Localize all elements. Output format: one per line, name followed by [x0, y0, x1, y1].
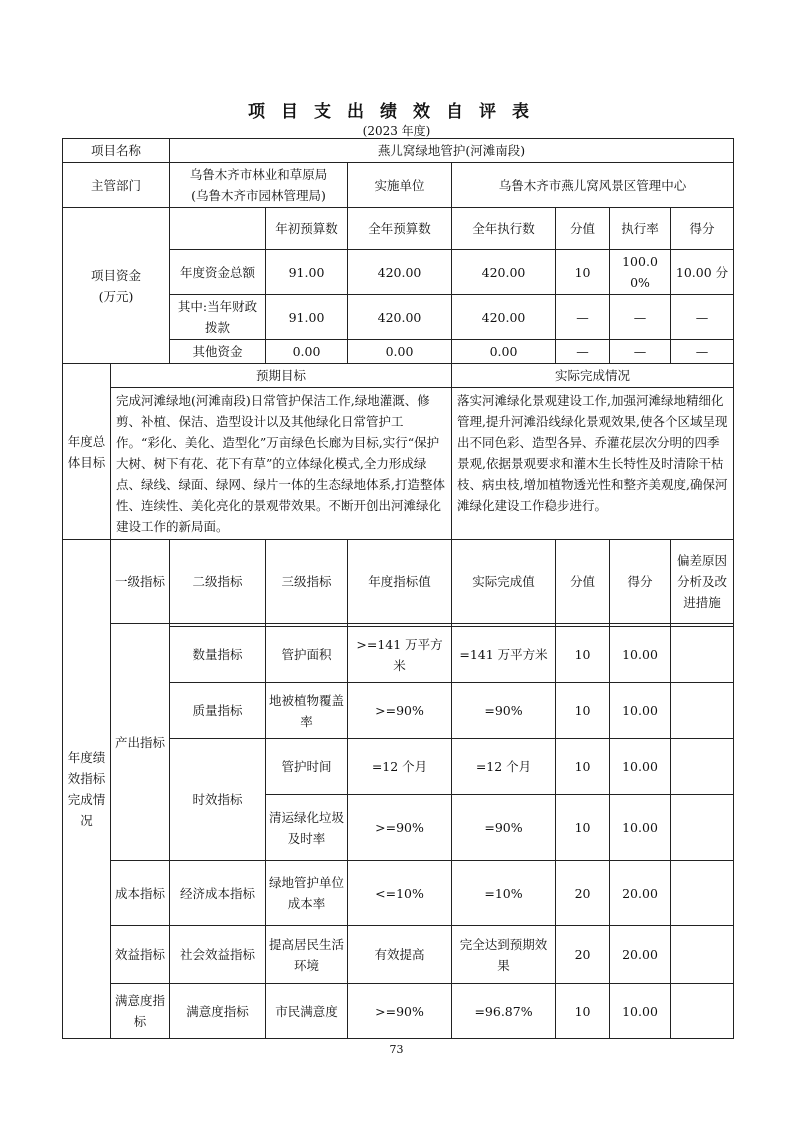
level2-quality: 质量指标 — [170, 683, 266, 739]
goals-label: 年度总体目标 — [63, 364, 111, 540]
funds-cell: 0.00 — [266, 340, 348, 364]
actual-cell: 完全达到预期效果 — [452, 926, 556, 984]
score-cell: 10.00 — [610, 795, 671, 861]
funds-cell: — — [556, 295, 610, 340]
dept-value-line1: 乌鲁木齐市林业和草原局 — [189, 167, 328, 182]
target-cell: <=10% — [348, 861, 452, 926]
actual-cell: =12 个月 — [452, 739, 556, 795]
header-full-budget: 全年预算数 — [348, 208, 452, 250]
header-score: 得分 — [671, 208, 734, 250]
score-cell: 10.00 — [610, 683, 671, 739]
impl-label: 实施单位 — [348, 163, 452, 208]
score-cell: 20.00 — [610, 926, 671, 984]
funds-label-text: 项目资金 — [91, 267, 142, 283]
score-value-cell: 10 — [556, 984, 610, 1039]
target-cell: >=90% — [348, 795, 452, 861]
project-name-value: 燕儿窝绿地管护(河滩南段) — [170, 139, 734, 163]
funds-cell: 100.00% — [610, 250, 671, 295]
cost-group: 成本指标 — [111, 861, 170, 926]
indicators-label: 年度绩效指标完成情况 — [63, 540, 111, 1039]
funds-cell: 420.00 — [452, 250, 556, 295]
score-value-cell: 10 — [556, 683, 610, 739]
funds-row-label: 年度资金总额 — [170, 250, 266, 295]
header-level2: 二级指标 — [170, 540, 266, 624]
funds-cell: 10.00 分 — [671, 250, 734, 295]
actual-cell: =96.87% — [452, 984, 556, 1039]
dept-label: 主管部门 — [63, 163, 170, 208]
level3-cell: 地被植物覆盖率 — [266, 683, 348, 739]
header-level1: 一级指标 — [111, 540, 170, 624]
header-score-value: 分值 — [556, 540, 610, 624]
actual-cell: =90% — [452, 683, 556, 739]
target-cell: >=90% — [348, 683, 452, 739]
reason-cell — [671, 683, 734, 739]
dept-value — [170, 163, 348, 208]
dept-value-line2: (乌鲁木齐市园林管理局) — [191, 188, 326, 203]
level2-economic: 经济成本指标 — [170, 861, 266, 926]
expected-goal-header: 预期目标 — [111, 364, 452, 388]
level2-quantity: 数量指标 — [170, 627, 266, 683]
funds-cell: — — [610, 295, 671, 340]
project-name-label: 项目名称 — [63, 139, 170, 163]
target-cell: >=141 万平方米 — [348, 627, 452, 683]
header-score-value: 分值 — [556, 208, 610, 250]
funds-cell: — — [610, 340, 671, 364]
page-title: 项目支出绩效自评表 — [248, 102, 545, 122]
actual-cell: =10% — [452, 861, 556, 926]
funds-cell: — — [671, 295, 734, 340]
funds-row-label: 其中:当年财政拨款 — [170, 295, 266, 340]
actual-goal-header: 实际完成情况 — [452, 364, 734, 388]
target-cell: >=90% — [348, 984, 452, 1039]
score-value-cell: 10 — [556, 795, 610, 861]
impl-value: 乌鲁木齐市燕儿窝风景区管理中心 — [452, 163, 734, 208]
benefit-group: 效益指标 — [111, 926, 170, 984]
funds-label-unit: (万元) — [98, 288, 134, 304]
funds-cell: 0.00 — [348, 340, 452, 364]
level3-cell: 绿地管护单位成本率 — [266, 861, 348, 926]
page-number: 73 — [389, 1043, 404, 1056]
header-reason: 偏差原因分析及改进措施 — [671, 540, 734, 624]
level2-timeliness: 时效指标 — [170, 739, 266, 861]
reason-cell — [671, 795, 734, 861]
header-level3: 三级指标 — [266, 540, 348, 624]
target-cell: 有效提高 — [348, 926, 452, 984]
satisfaction-group: 满意度指标 — [111, 984, 170, 1039]
level2-social: 社会效益指标 — [170, 926, 266, 984]
reason-cell — [671, 739, 734, 795]
header-target: 年度指标值 — [348, 540, 452, 624]
funds-header-blank — [170, 208, 266, 250]
evaluation-table — [62, 138, 734, 1039]
score-value-cell: 20 — [556, 926, 610, 984]
funds-label — [63, 208, 170, 364]
actual-cell: =141 万平方米 — [452, 627, 556, 683]
funds-cell: — — [556, 340, 610, 364]
actual-goal-text: 落实河滩绿化景观建设工作,加强河滩绿地精细化管理,提升河滩沿线绿化景观效果,使各个区域呈现出不同色彩、造型各异、乔灌花层次分明的四季景观,依据景观要求和灌木生长特性及时清除干枯枝、病虫枝,增加植物透光性和整齐美观度,确保河滩绿化建设工作稳步进行。 — [452, 388, 734, 540]
funds-cell: — — [671, 340, 734, 364]
score-value-cell: 10 — [556, 627, 610, 683]
level3-cell: 管护时间 — [266, 739, 348, 795]
score-cell: 10.00 — [610, 627, 671, 683]
header-exec: 全年执行数 — [452, 208, 556, 250]
level3-cell: 提高居民生活环境 — [266, 926, 348, 984]
reason-cell — [671, 926, 734, 984]
score-value-cell: 20 — [556, 861, 610, 926]
header-actual: 实际完成值 — [452, 540, 556, 624]
score-cell: 10.00 — [610, 739, 671, 795]
score-cell: 20.00 — [610, 861, 671, 926]
score-value-cell: 10 — [556, 739, 610, 795]
level3-cell: 清运绿化垃圾及时率 — [266, 795, 348, 861]
score-cell: 10.00 — [610, 984, 671, 1039]
funds-row-label: 其他资金 — [170, 340, 266, 364]
output-group: 产出指标 — [111, 624, 170, 861]
reason-cell — [671, 861, 734, 926]
funds-cell: 420.00 — [348, 295, 452, 340]
funds-cell: 420.00 — [348, 250, 452, 295]
funds-cell: 10 — [556, 250, 610, 295]
header-score: 得分 — [610, 540, 671, 624]
funds-cell: 0.00 — [452, 340, 556, 364]
level3-cell: 管护面积 — [266, 627, 348, 683]
header-initial-budget: 年初预算数 — [266, 208, 348, 250]
target-cell: =12 个月 — [348, 739, 452, 795]
funds-cell: 91.00 — [266, 295, 348, 340]
funds-cell: 420.00 — [452, 295, 556, 340]
reason-cell — [671, 627, 734, 683]
expected-goal-text: 完成河滩绿地(河滩南段)日常管护保洁工作,绿地灌溉、修剪、补植、保洁、造型设计以及其他绿化日常管护工作。“彩化、美化、造型化”万亩绿色长廊为目标,实行“保护大树、树下有花、花下有草”的立体绿化模式,全力形成绿点、绿线、绿面、绿网、绿片一体的生态绿地体系,打造整体性、连续性、美化亮化的景观带效果。不断开创出河滩绿化建设工作的新局面。 — [111, 388, 452, 540]
header-rate: 执行率 — [610, 208, 671, 250]
actual-cell: =90% — [452, 795, 556, 861]
funds-cell: 91.00 — [266, 250, 348, 295]
level2-satisfaction: 满意度指标 — [170, 984, 266, 1039]
reason-cell — [671, 984, 734, 1039]
level3-cell: 市民满意度 — [266, 984, 348, 1039]
page-subtitle: (2023 年度) — [362, 124, 431, 138]
